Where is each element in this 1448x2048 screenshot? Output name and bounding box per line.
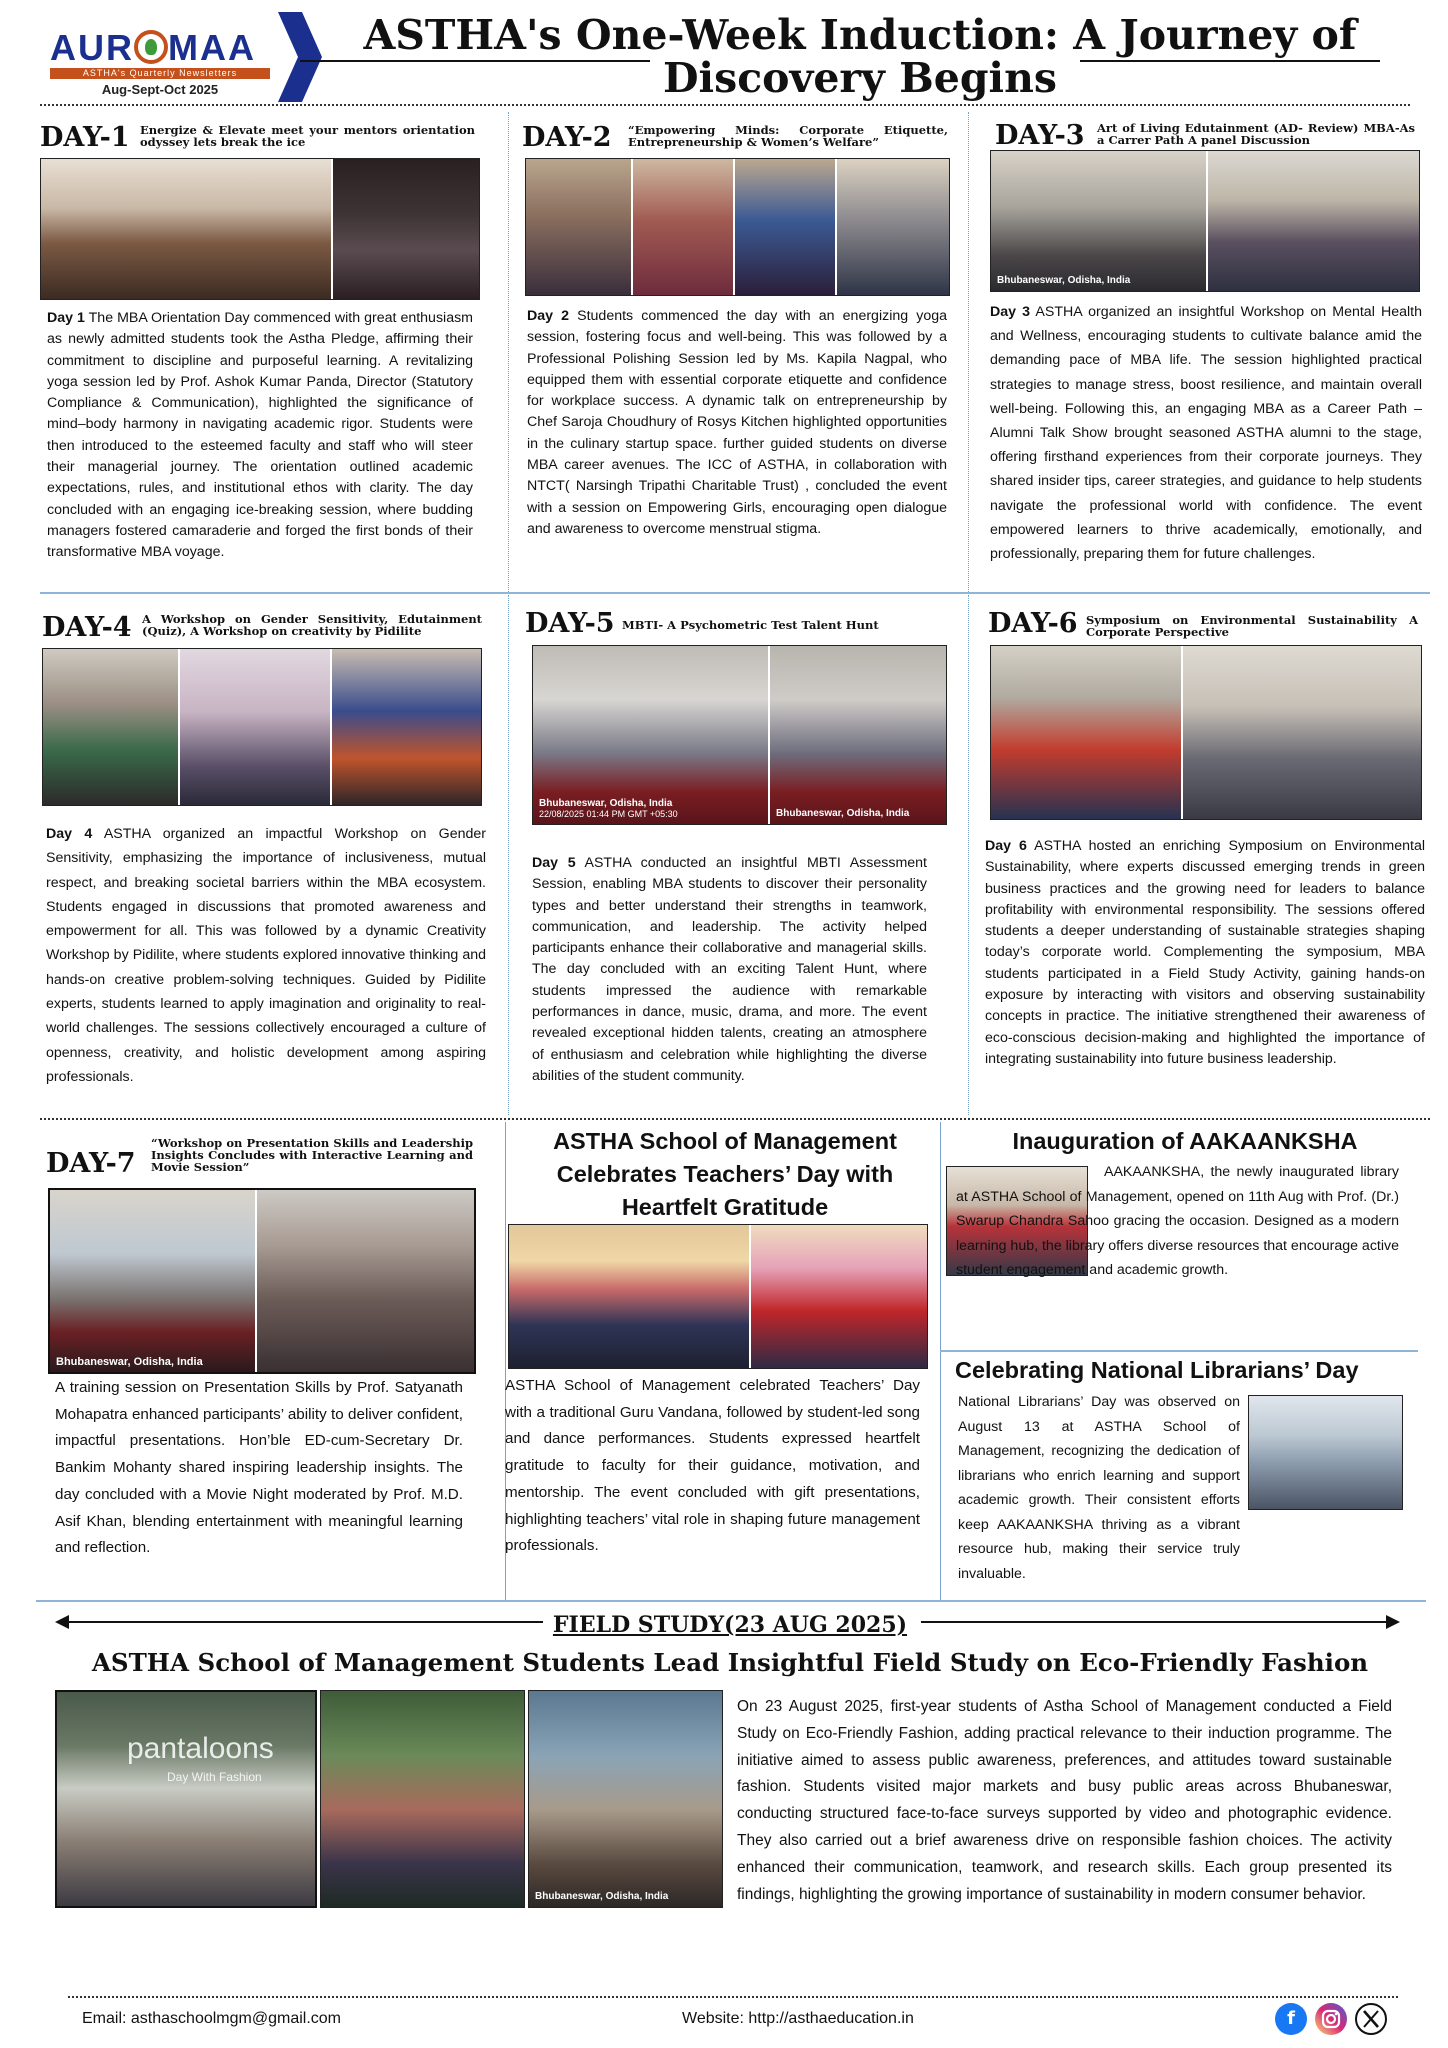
day-7-photo-collage <box>48 1188 476 1374</box>
day-text: Students commenced the day with an energizing yoga session, fostering focus and well-being. This was followed by a Professional Polishing Session led by Ms. Kapila Nagpal, who equipped them with essential corporate etiquette and confidence for workplace success. A dynamic talk on entrepreneurship by Chef Saroja Choudhury of Rosys Kitchen highlighted opportunities in the culinary startup space. further guided students on diverse MBA career avenues. The ICC of ASTHA, in collaboration with NTCT( Narsingh Tripathi Charitable Trust) , concluded the event with a session on Empowering Girls, encouraging open dialogue and awareness to overcome menstrual stigma. <box>527 308 948 537</box>
page-title <box>320 11 1400 102</box>
geotag-location: Bhubaneswar, Odisha, India <box>539 798 673 809</box>
chevron-decoration-icon <box>278 12 322 102</box>
facebook-icon[interactable]: f <box>1275 2003 1307 2035</box>
librarians-day-heading: Celebrating National Librarians’ Day <box>955 1357 1359 1383</box>
teachers-day-photo-collage <box>508 1224 928 1369</box>
logo-wordmark: AUR MAA <box>50 27 256 68</box>
teachers-day-description: ASTHA School of Management celebrated Teachers’ Day with a traditional Guru Vandana, followed by student-led song and dance performances. Students expressed heartfelt gratitude to faculty for their guidance, motivation, and mentorship. The event concluded with gift presentations, highlighting teachers’ vital role in shaping future management professionals. <box>505 1377 920 1555</box>
photo-geotag <box>56 1357 203 1367</box>
footer-email[interactable]: Email: asthaschoolmgm@gmail.com <box>82 2010 341 2027</box>
aakaanksha-heading: Inauguration of AAKAANKSHA <box>1012 1128 1358 1154</box>
auromaa-logo <box>50 28 290 108</box>
symposium-guests-photo <box>991 646 1181 819</box>
day-label: DAY-5 <box>525 608 615 639</box>
issue-date: Aug-Sept-Oct 2025 <box>101 82 219 97</box>
geotag-location: Bhubaneswar, Odisha, India <box>56 1356 203 1368</box>
speaker-photo <box>526 159 631 295</box>
instagram-glyph-icon <box>1315 2003 1347 2035</box>
column-divider <box>508 112 509 592</box>
day-6-photo-collage <box>990 645 1422 820</box>
column-divider <box>508 595 509 1115</box>
stage-photo <box>333 159 480 299</box>
day-label: DAY-3 <box>995 120 1085 151</box>
field-study-photo-survey <box>528 1690 723 1908</box>
footer-website[interactable]: Website: http://asthaeducation.in <box>682 2010 914 2027</box>
x-glyph-icon <box>1357 2005 1385 2033</box>
day-3-description <box>990 300 1422 566</box>
day-lead: Day 6 <box>985 838 1027 854</box>
meeting-room-photo <box>1249 1396 1403 1509</box>
day-subtitle: Symposium on Environmental Sustainability A Corporate Perspective <box>1086 613 1418 639</box>
geotag-location: Bhubaneswar, Odisha, India <box>776 808 910 819</box>
day-subtitle: A Workshop on Gender Sensitivity, Edutainment (Quiz), A Workshop on creativity by Pidilite <box>142 612 482 638</box>
column-divider <box>940 1122 941 1600</box>
photo-geotag <box>539 799 678 819</box>
field-study-photo-store <box>55 1690 317 1908</box>
row-divider <box>940 1350 1418 1352</box>
group-selfie-photo <box>321 1691 525 1907</box>
day-text: ASTHA organized an impactful Workshop on Gender Sensitivity, emphasizing the importance of inclusiveness, mutual respect, and breaking societal barriers within the MBA ecosystem. Students engaged in discussions that promoted awareness and empowerment for all. This was followed by a dynamic Creativity Workshop by Pidilite, where students explored innovative thinking and hands-on creative problem-solving techniques. Guided by Pidilite experts, students learned to apply imagination and originality to real-world challenges. The sessions collectively encouraged a culture of openness, creativity, and holistic development among aspiring professionals. <box>46 826 486 1085</box>
title-rule-right <box>1080 60 1380 62</box>
guest-photo <box>837 159 950 295</box>
mbti-screen-photo <box>770 646 947 824</box>
teachers-day-heading: ASTHA School of Management Celebrates Teachers’ Day with Heartfelt Gratitude <box>553 1128 897 1220</box>
day-subtitle: Art of Living Edutainment (AD- Review) MBA-As a Carrer Path A panel Discussion <box>1097 121 1415 147</box>
day-3-photo-collage <box>990 150 1420 292</box>
day-text: ASTHA conducted an insightful MBTI Assessment Session, enabling MBA students to discover their personality types and better understand their strengths in teamwork, communication, and leadership. The activity helped participants enhance their collaborative and managerial skills. The day concluded with an exciting Talent Hunt, where students impressed the audience with remarkable performances in dance, music, drama, and more. The event revealed exceptional hidden talents, creating an atmosphere of enthusiasm and celebration while highlighting the diverse abilities of the student community. <box>532 855 927 1084</box>
day-4-description <box>46 822 486 1089</box>
day-1-description <box>47 308 473 564</box>
logo-emblem-icon <box>134 30 168 64</box>
photo-geotag <box>535 1892 668 1902</box>
librarians-day-photo <box>1248 1395 1403 1510</box>
day-label: DAY-7 <box>46 1148 136 1179</box>
day-label: DAY-1 <box>40 122 130 153</box>
day-label: DAY-2 <box>522 122 612 153</box>
day-lead: Day 4 <box>46 826 93 842</box>
day-subtitle: “Empowering Minds: Corporate Etiquette, Entrepreneurship & Women’s Welfare” <box>628 123 948 149</box>
felicitation-photo <box>332 649 482 805</box>
day-lead: Day 1 <box>47 310 85 326</box>
day-5-description <box>532 853 927 1087</box>
day-lead: Day 2 <box>527 308 570 324</box>
day-2-photo-collage <box>525 158 950 296</box>
felicitation-photo <box>633 159 733 295</box>
day-subtitle: “Workshop on Presentation Skills and Leadership Insights Concludes with Interactive Learning and Movie Session” <box>151 1136 473 1174</box>
geotag-datetime: 22/08/2025 01:44 PM GMT +05:30 <box>539 809 678 819</box>
geotag-location: Bhubaneswar, Odisha, India <box>997 275 1131 286</box>
field-study-subtitle: ASTHA School of Management Students Lead Insightful Field Study on Eco-Friendly Fashion <box>91 1648 1369 1677</box>
column-divider <box>968 595 969 1115</box>
day-text: ASTHA hosted an enriching Symposium on Environmental Sustainability, where experts discussed emerging trends in green business practices and the growing need for leaders to balance profitability with environmental responsibility. The sessions offered students a deeper understanding of sustainable strategies shaping today’s corporate world. Complementing the symposium, MBA students participated in a Field Study Activity, gaining hands-on exposure by interacting with visitors and observing sustainability concepts in practice. The initiative strengthened their awareness of eco-conscious decision-making and highlighted the importance of integrating sustainability into future business leadership. <box>985 838 1426 1067</box>
bouquet-photo <box>1208 151 1420 291</box>
row-divider <box>36 1600 1426 1602</box>
workshop-photo <box>43 649 178 805</box>
day-1-photo-collage <box>40 158 480 300</box>
footer-divider <box>68 1996 1398 1998</box>
row-divider <box>40 592 1430 594</box>
column-divider <box>968 112 969 592</box>
field-study-description: On 23 August 2025, first-year students of Astha School of Management conducted a Field Study on Eco-Friendly Fashion, adding practical relevance to their induction programme. The initiative aimed to assess public awareness, preferences, and attitudes toward sustainable fashion. Students visited major markets and busy public areas across Bhubaneswar, conducting structured face-to-face surveys supported by video and photographic evidence. They also carried out a brief awareness drive on responsible fashion choices. The activity enhanced their communication, teamwork, and research skills. Each group presented its findings, highlighting the growing importance of sustainability in modern consumer behavior. <box>737 1698 1392 1903</box>
instagram-icon[interactable] <box>1315 2003 1347 2035</box>
day-subtitle: Energize & Elevate meet your mentors orientation odyssey lets break the ice <box>140 123 475 149</box>
gift-presentation-photo <box>751 1225 928 1368</box>
day-label: DAY-6 <box>988 608 1078 639</box>
guru-vandana-photo <box>509 1225 749 1368</box>
photo-geotag <box>776 809 909 819</box>
felicitation-photo-2 <box>735 159 835 295</box>
aakaanksha-description: AAKAANKSHA, the newly inaugurated library at ASTHA School of Management, opened on 11th Aug with Prof. (Dr.) Swarup Chandra Sahoo gracing the occasion. Designed as a modern learning hub, the library offers diverse resources that encourage active student engagement and academic growth. <box>956 1164 1399 1278</box>
geotag-location: Bhubaneswar, Odisha, India <box>535 1891 669 1902</box>
day-4-photo-collage <box>42 648 482 806</box>
day-text: A training session on Presentation Skills by Prof. Satyanath Mohapatra enhanced participants’ ability to deliver confident, impactful presentations. Hon’ble ED-cum-Secretary Dr. Bankim Mohanty shared inspiring leadership insights. The day concluded with a Movie Night moderated by Prof. M.D. Asif Khan, blending entertainment with meaningful learning and reflection. <box>55 1379 463 1557</box>
panel-photo <box>991 151 1206 291</box>
field-study-title: FIELD STUDY(23 AUG 2025) <box>552 1612 908 1638</box>
page-title-line2: Discovery Begins <box>662 54 1057 102</box>
store-sign: pantaloons <box>127 1732 274 1765</box>
title-rule-left <box>300 60 650 62</box>
day-label: DAY-4 <box>42 612 132 643</box>
x-icon[interactable] <box>1355 2003 1387 2035</box>
day-7-description <box>55 1375 463 1562</box>
logo-subtitle: ASTHA's Quarterly Newsletters <box>50 68 270 79</box>
mbti-session-photo <box>533 646 768 824</box>
librarians-day-description: National Librarians’ Day was observed on August 13 at ASTHA School of Management, recognizing the dedication of librarians who enrich learning and support academic growth. Their consistent efforts keep AAKAANKSHA thriving as a vibrant resource hub, making their service truly invaluable. <box>958 1394 1240 1582</box>
auditorium-photo <box>41 159 331 299</box>
photo-geotag <box>997 276 1130 286</box>
field-study-photo-group <box>320 1690 525 1908</box>
day-2-description <box>527 306 947 540</box>
storefront-photo <box>57 1692 317 1906</box>
classroom-photo <box>180 649 330 805</box>
day-6-description <box>985 836 1425 1070</box>
survey-photo <box>529 1691 723 1907</box>
page-title-line1: ASTHA's One-Week Induction: A Journey of <box>363 11 1357 59</box>
audience-photo <box>1183 646 1422 819</box>
day-text: ASTHA organized an insightful Workshop on Mental Health and Wellness, encouraging students to cultivate balance amid the demanding pace of MBA life. The session highlighted practical strategies to manage stress, boost resilience, and maintain overall well-being. Following this, an engaging MBA as a Career Path – Alumni Talk Show brought seasoned ASTHA alumni to the stage, offering firsthand experiences from their corporate journeys. They shared insider tips, career strategies, and guidance to help students navigate the professional world with confidence. The event empowered learners to thrive academically, emotionally, and professionally, preparing them for future challenges. <box>990 304 1422 563</box>
masthead-divider <box>40 104 1410 106</box>
audience-photo <box>257 1190 476 1372</box>
store-tagline: Day With Fashion <box>167 1770 262 1784</box>
row-divider <box>40 1118 1430 1120</box>
day-5-photo-collage <box>532 645 947 825</box>
day-text: The MBA Orientation Day commenced with great enthusiasm as newly admitted students took the Astha Pledge, affirming their commitment to discipline and purposeful learning. A revitalizing yoga session led by Prof. Ashok Kumar Panda, Director (Statutory Compliance & Communication), highlighted the significance of mind–body harmony in navigating academic rigor. Students were then introduced to the esteemed faculty and staff who will steer their managerial journey. The orientation outlined academic expectations, rules, and institutional ethos with clarity. The day concluded with an engaging ice-breaking session, where budding managers fostered camaraderie and forged the first bonds of their transformative MBA voyage. <box>47 310 473 561</box>
day-lead: Day 5 <box>532 855 576 871</box>
day-subtitle: MBTI- A Psychometric Test Talent Hunt <box>622 618 879 632</box>
presentation-stage-photo <box>50 1190 255 1372</box>
masthead <box>40 10 1410 105</box>
day-lead: Day 3 <box>990 304 1031 320</box>
